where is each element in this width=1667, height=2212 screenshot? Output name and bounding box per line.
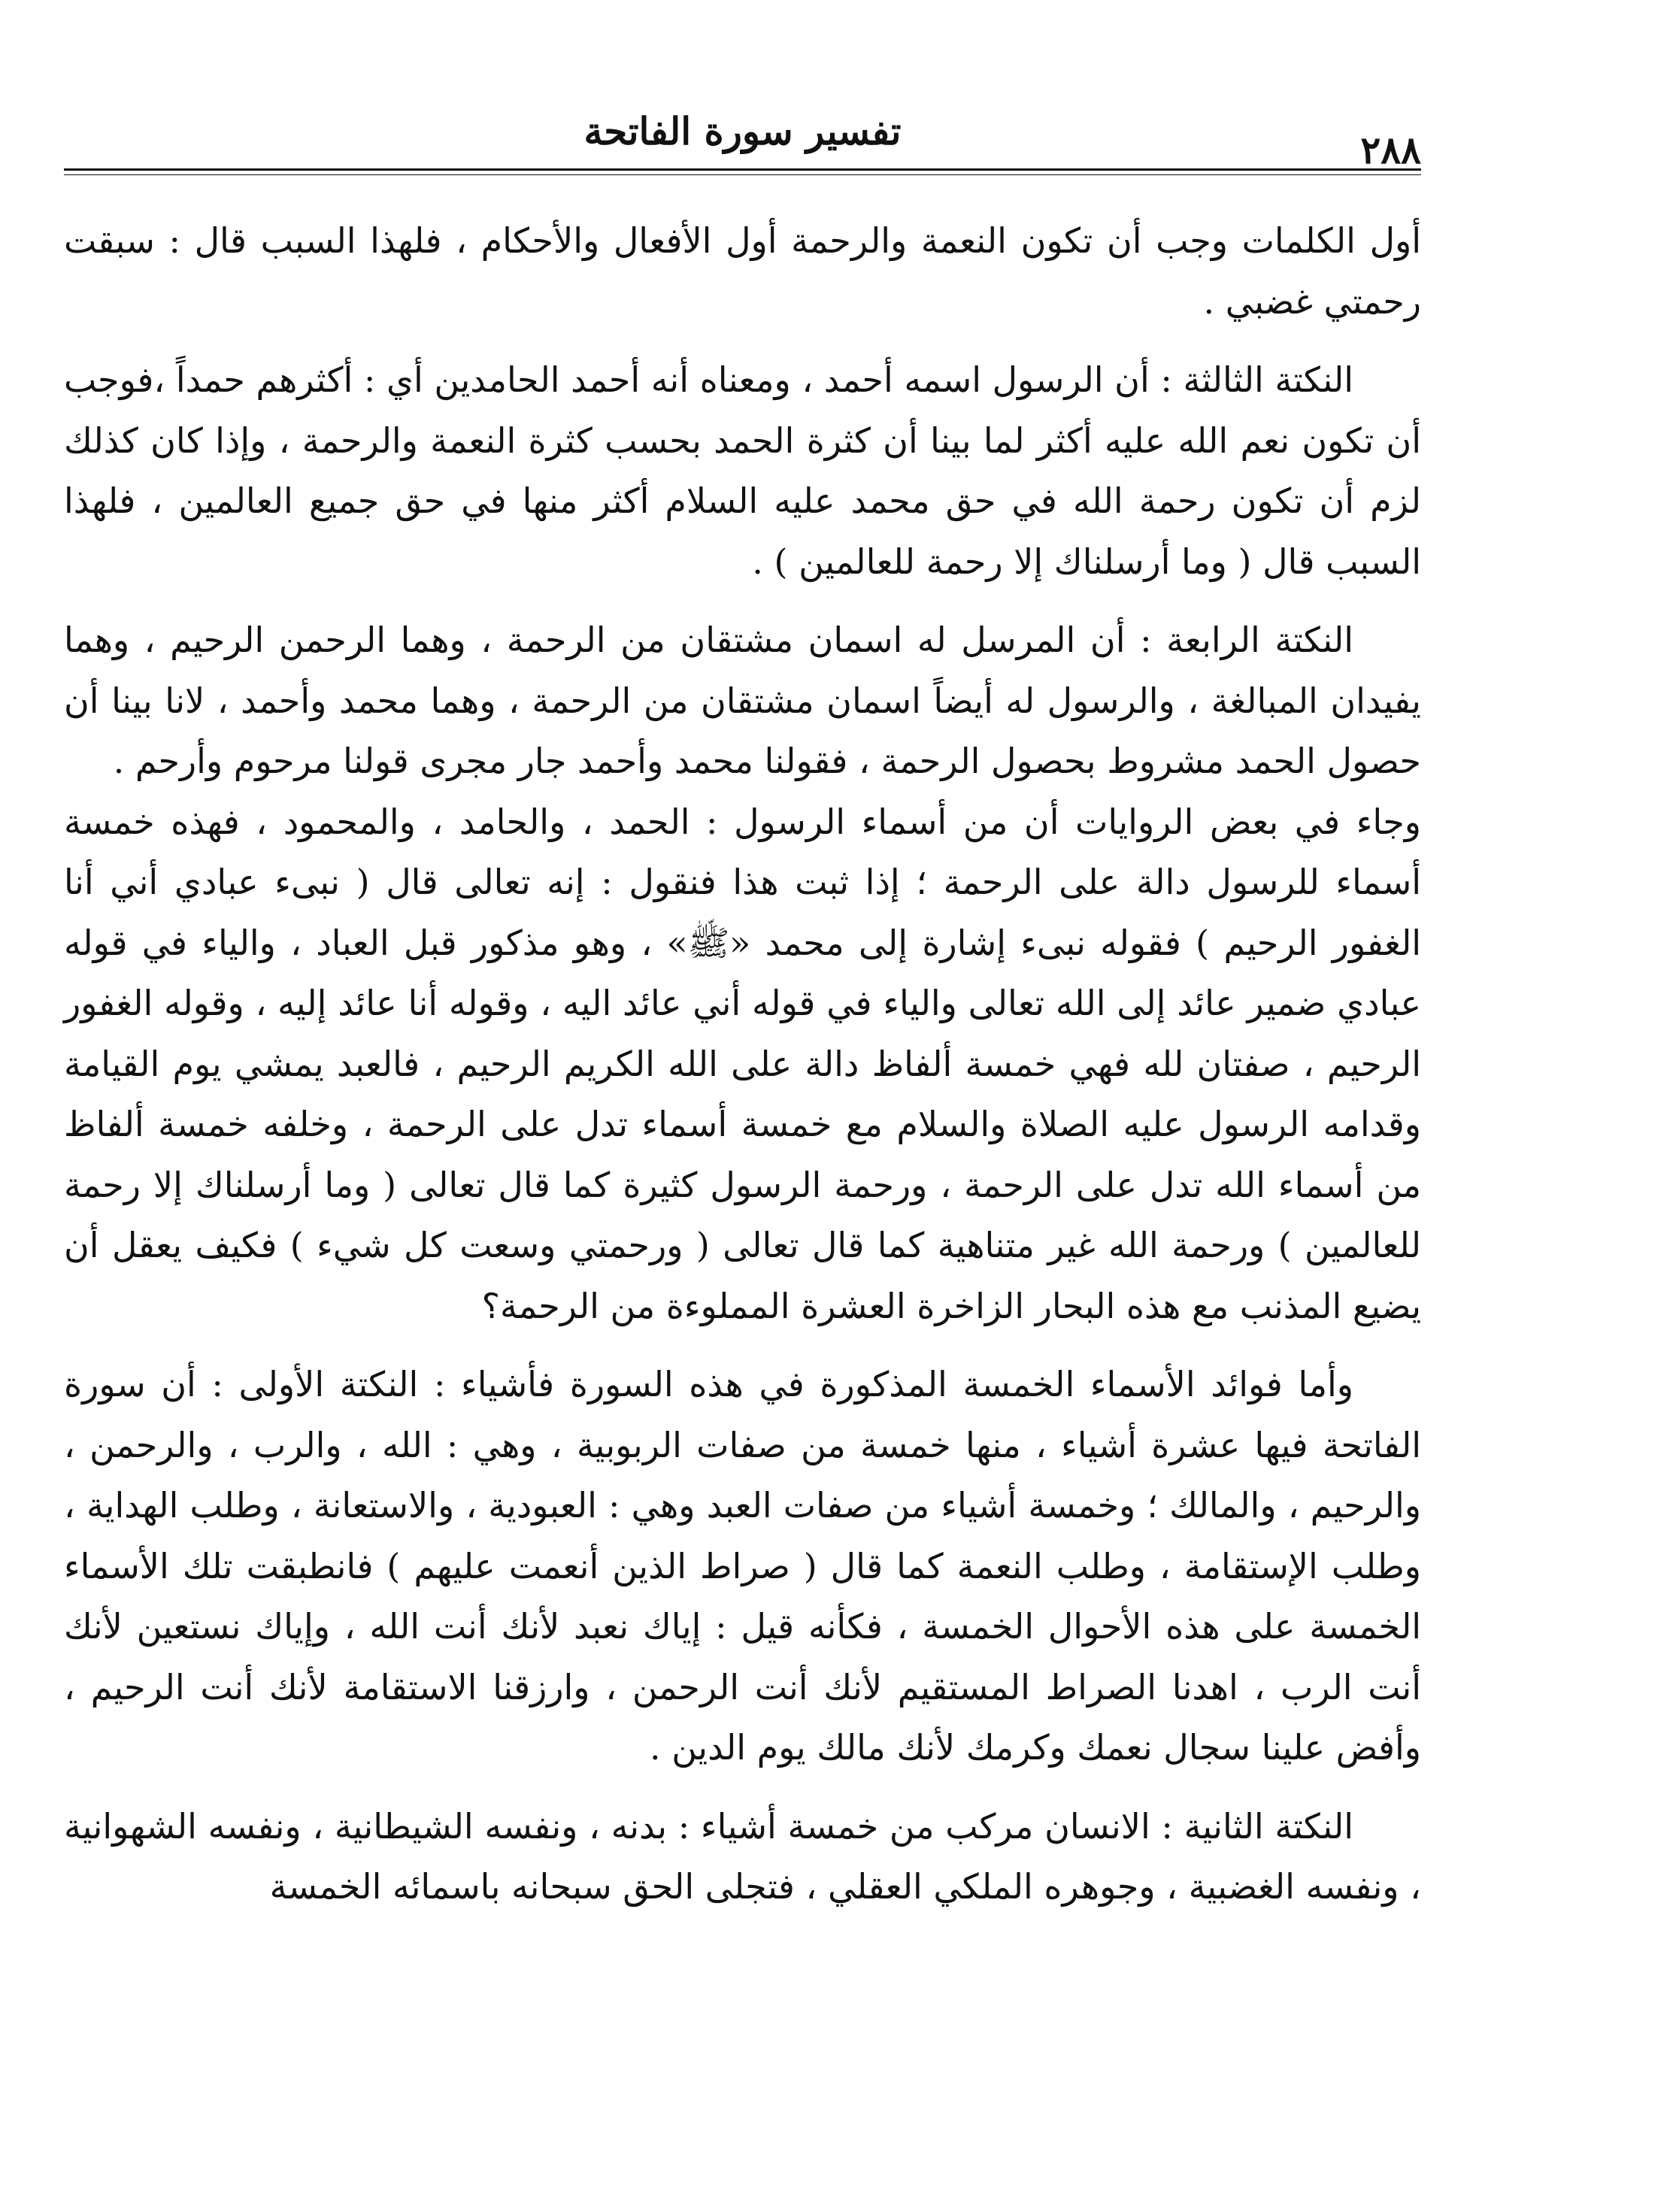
header-divider	[64, 168, 1421, 171]
header-divider-thin	[64, 174, 1421, 175]
paragraph-second-point: النكتة الثانية : الانسان مركب من خمسة أشياء : بدنه ، ونفسه الشيطانية ، ونفسه الشهوانية ، ونفسه الغضبية ، وجوهره الملكي العقلي ، فتجلى الحق سبحانه باسمائه الخمسة	[64, 1805, 1421, 1907]
running-header	[64, 105, 1421, 177]
paragraph-names-of-messenger: وجاء في بعض الروايات أن من أسماء الرسول : الحمد ، والحامد ، والمحمود ، فهذه خمسة أسماء للرسول دالة على الرحمة ؛ إذا ثبت هذا فنقول : إنه تعالى قال ( نبىء عبادي أني أنا الغفور الرحيم ) فقوله نبىء إشارة إلى محمد «ﷺ» ، وهو مذكور قبل العباد ، والياء في قوله عبادي ضمير عائد إلى الله تعالى والياء في قوله أني عائد اليه ، وقوله أنا عائد إليه ، وقوله الغفور الرحيم ، صفتان لله فهي خمسة ألفاظ دالة على الله الكريم الرحيم ، فالعبد يمشي يوم القيامة وقدامه الرسول عليه الصلاة والسلام مع خمسة أسماء تدل على الرحمة ، وخلفه خمسة ألفاظ من أسماء الله تدل على الرحمة ، ورحمة الرسول كثيرة كما قال تعالى ( وما أرسلناك إلا رحمة للعالمين ) ورحمة الله غير متناهية كما قال تعالى ( ورحمتي وسعت كل شيء ) فكيف يعقل أن يضيع المذنب مع هذه البحار الزاخرة العشرة المملوءة من الرحمة؟	[64, 801, 1421, 1326]
paragraph-third-point: النكتة الثالثة : أن الرسول اسمه أحمد ، ومعناه أنه أحمد الحامدين أي : أكثرهم حمداً ،فوجب أن تكون نعم الله عليه أكثر لما بينا أن كثرة الحمد بحسب كثرة النعمة والرحمة ، وإذا كان كذلك لزم أن تكون رحمة الله في حق محمد عليه السلام أكثر منها في حق جميع العالمين ، فلهذا السبب قال ( وما أرسلناك إلا رحمة للعالمين ) .	[64, 359, 1421, 582]
paragraph-fourth-point: النكتة الرابعة : أن المرسل له اسمان مشتقان من الرحمة ، وهما الرحمن الرحيم ، وهما يفيدان المبالغة ، والرسول له أيضاً اسمان مشتقان من الرحمة ، وهما محمد وأحمد ، لانا بينا أن حصول الحمد مشروط بحصول الرحمة ، فقولنا محمد وأحمد جار مجرى قولنا مرحوم وأرحم .	[64, 620, 1421, 781]
paragraph-continuation: أول الكلمات وجب أن تكون النعمة والرحمة أول الأفعال والأحكام ، فلهذا السبب قال : سبقت رحمتي غضبي .	[64, 220, 1421, 322]
paragraph-five-names-benefits: وأما فوائد الأسماء الخمسة المذكورة في هذه السورة فأشياء : النكتة الأولى : أن سورة الفاتحة فيها عشرة أشياء ، منها خمسة من صفات الربوبية ، وهي : الله ، والرب ، والرحمن ، والرحيم ، والمالك ؛ وخمسة أشياء من صفات العبد وهي : العبودية ، والاستعانة ، وطلب الهداية ، وطلب الإستقامة ، وطلب النعمة كما قال ( صراط الذين أنعمت عليهم ) فانطبقت تلك الأسماء الخمسة على هذه الأحوال الخمسة ، فكأنه قيل : إياك نعبد لأنك أنت الله ، وإياك نستعين لأنك أنت الرب ، اهدنا الصراط المستقيم لأنك أنت الرحمن ، وارزقنا الاستقامة لأنك أنت الرحيم ، وأفض علينا سجال نعمك وكرمك لأنك مالك يوم الدين .	[64, 1364, 1421, 1768]
page-number: ٢٨٨	[1360, 128, 1421, 172]
running-title: تفسير سورة الفاتحة	[583, 109, 902, 153]
body-text	[64, 211, 1421, 1935]
